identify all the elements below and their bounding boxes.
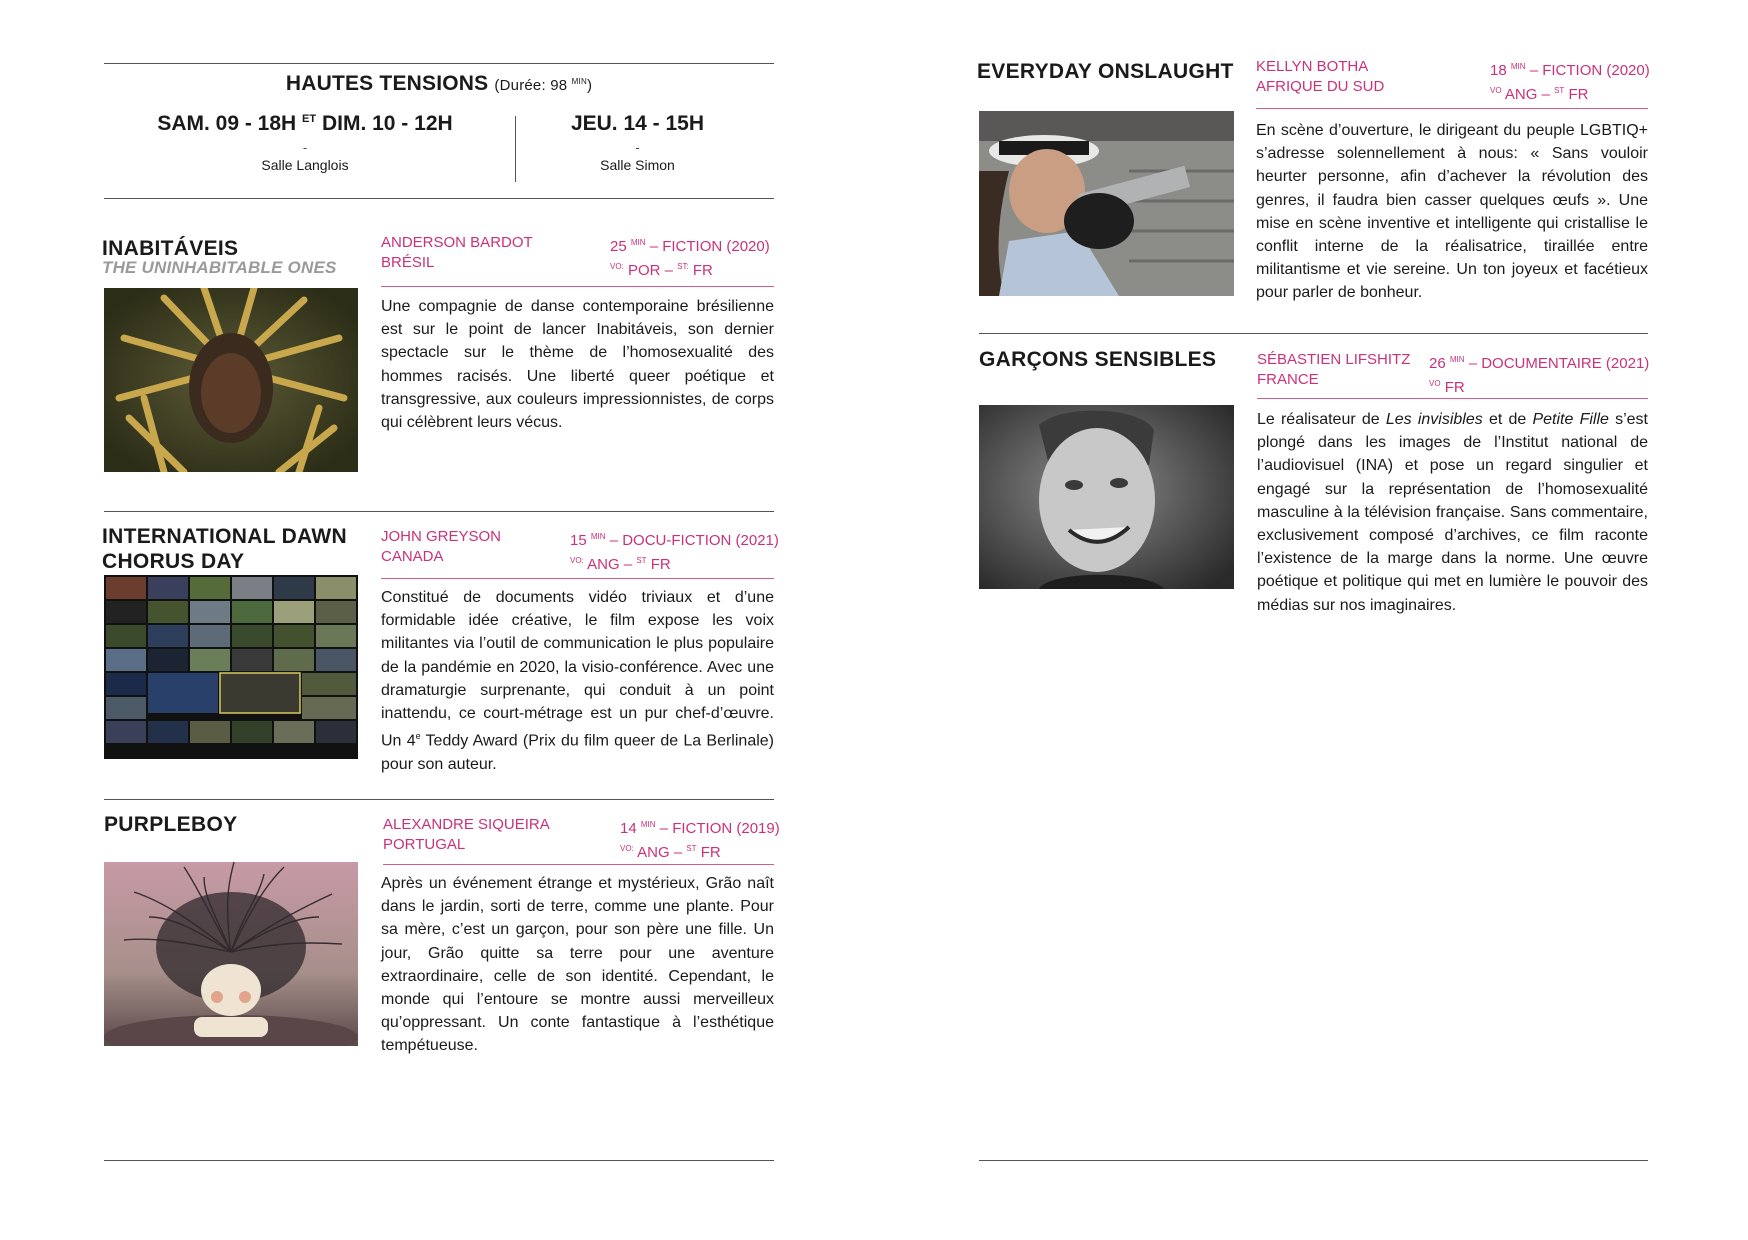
dancer-with-golden-hands-image — [104, 288, 358, 472]
director-inabitaveis: ANDERSON BARDOT BRÉSIL — [381, 234, 533, 271]
film-title-dawn: INTERNATIONAL DAWN CHORUS DAY — [102, 525, 347, 573]
program-header — [104, 72, 774, 96]
meta-rule-dawn — [381, 578, 774, 579]
film-title-purpleboy: PURPLEBOY — [104, 813, 238, 836]
rule-after-dawn — [104, 799, 774, 800]
info-dawn: 15 $^{MIN}$ – DOCU-FICTION (2021) $^{VO:}$ ANG – $^{ST}$ FR — [570, 532, 779, 573]
rule-after-inabitaveis — [104, 511, 774, 512]
meta-rule-inabitaveis — [381, 286, 774, 287]
film-title-inabitaveis: INABITÁVEIS — [102, 237, 239, 260]
slot-2-date: JEU. 14 - 15H — [570, 112, 705, 135]
director-everyday: KELLYN BOTHA AFRIQUE DU SUD — [1256, 58, 1385, 95]
description-purpleboy: Après un événement étrange et mystérieux, Grão naît dans le jardin, sorti de terre, comme une plante. Pour sa mère, c’est un garçon, pour son père une fille. Un jour, Grão quitte sa terre pour une aventure extraordinaire, celle de son identité. Cependant, le monde qui l’entoure se montre aussi merveilleux qu’oppressant. Un conte fantastique à l’esthétique tempétueuse. — [381, 875, 774, 1055]
description-inabitaveis: Une compagnie de danse contemporaine brésilienne est sur le point de lancer Inabitáveis, son dernier spectacle sur le thème de l’homosexualité des hommes racisés. Une liberté queer poétique et transgressive, aux couleurs impressionnistes, de corps qui célèbrent leurs vécus. — [381, 298, 774, 432]
schedule-bottom-rule — [104, 198, 774, 199]
slot-2-dash: - — [635, 140, 640, 155]
info-inabitaveis: 25 $^{MIN}$ – FICTION (2020) $^{VO:}$ POR – $^{ST:}$ FR — [610, 238, 770, 279]
screening-slot-2 — [530, 112, 745, 173]
director-dawn: JOHN GREYSON CANADA — [381, 528, 502, 565]
description-garcons: Le réalisateur de Les invisibles et de Petite Fille s’est plongé dans les images de l’Institut national de l’audiovisuel (INA) et pose un regard singulier et engagé sur la représentation de l’homosexualité masculine à la télévision française. Sans commentaire, exclusivement composé d’archives, ce film raconte l’existence de la marge dans la norme. Une œuvre poétique et politique qui met en lumière le pouvoir des médias sur nos imaginaires. — [1257, 411, 1648, 614]
slot-1-dash: - — [302, 140, 308, 155]
person-in-cap-with-gun-image — [979, 111, 1234, 296]
film-title-garcons: GARÇONS SENSIBLES — [979, 348, 1217, 371]
director-purpleboy: ALEXANDRE SIQUEIRA PORTUGAL — [383, 816, 550, 853]
meta-rule-everyday — [1256, 108, 1648, 109]
meta-rule-garcons — [1257, 398, 1648, 399]
meta-rule-purpleboy — [383, 864, 774, 865]
slot-1-dates: SAM. 09 - 18H $^{ET}$ DIM. 10 - 12H — [157, 112, 453, 135]
slot-1-room: Salle Langlois — [261, 157, 349, 173]
bottom-rule-left — [104, 1160, 774, 1161]
animated-child-with-root-hair-image — [104, 862, 358, 1046]
description-everyday: En scène d’ouverture, le dirigeant du peuple LGBTIQ+ s’adresse solennellement à nous: « Sans vouloir heurter personne, afin d’achever la révolution des genres, il faudra bien casser quelques œufs ». Une mise en scène inventive et intelligente qui cristallise le conflit interne de la réalisatrice, tiraillée entre militantisme et vie sereine. Un ton joyeux et facétieux pour parler de bonheur. — [1256, 122, 1648, 302]
program-title: HAUTES TENSIONS — [285, 72, 489, 95]
description-dawn: Constitué de documents vidéo triviaux et d’une formidable idée créative, le film expose les voix militantes via l’outil de communication le plus populaire de la pandémie en 2020, la visio-conférence. Avec une dramaturgie surprenante, qui conduit à un point inattendu, ce court-métrage est un pur chef-d’œuvre. Un 4e Teddy Award (Prix du film queer de La Berlinale) pour son auteur. — [381, 589, 774, 773]
director-garcons: SÉBASTIEN LIFSHITZ FRANCE — [1257, 351, 1411, 388]
info-garcons: 26 $^{MIN}$ – DOCUMENTAIRE (2021) $^{VO}$ FR — [1429, 355, 1650, 396]
program-duration: (Durée: 98 $^{MIN}$) — [494, 77, 593, 94]
slot-2-room: Salle Simon — [600, 157, 675, 173]
film-title-everyday: EVERYDAY ONSLAUGHT — [977, 60, 1234, 83]
info-everyday: 18 $^{MIN}$ – FICTION (2020) $^{VO}$ ANG – $^{ST}$ FR — [1490, 62, 1650, 103]
rule-after-everyday — [979, 333, 1648, 334]
smiling-man-black-and-white-image — [979, 405, 1234, 589]
film-subtitle-inabitaveis: THE UNINHABITABLE ONES — [102, 258, 337, 277]
bottom-rule-right — [979, 1160, 1648, 1161]
info-purpleboy: 14 $^{MIN}$ – FICTION (2019) $^{VO:}$ ANG – $^{ST}$ FR — [620, 820, 780, 861]
screening-slot-1 — [120, 112, 490, 173]
slot-divider — [515, 116, 516, 182]
top-rule-left — [104, 63, 774, 64]
video-conference-grid-image — [104, 575, 358, 759]
